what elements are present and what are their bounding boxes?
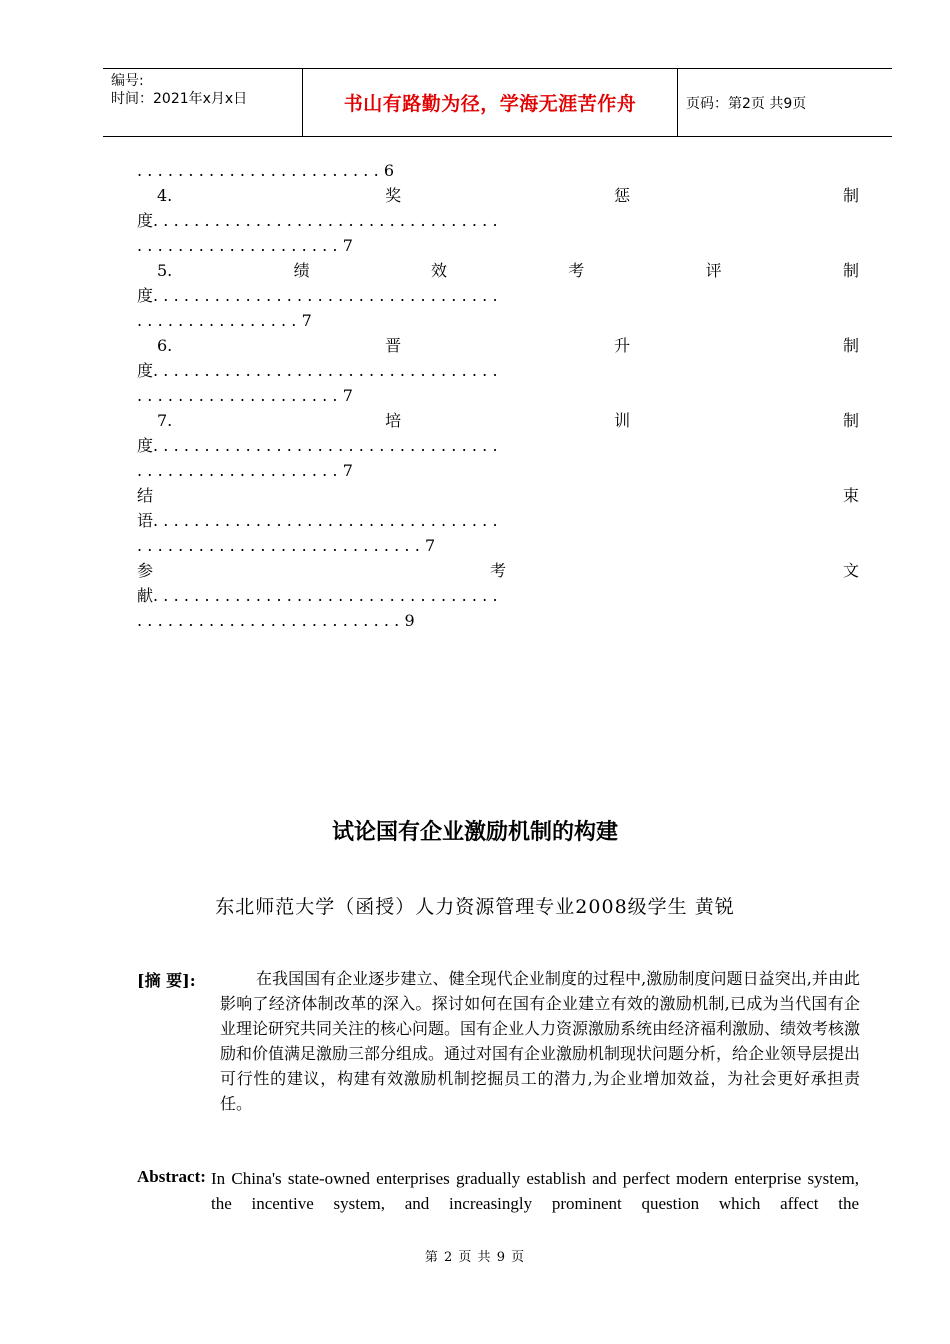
toc-page-number: 7 [342,386,353,405]
abstract-label: [摘 要]: [137,971,196,990]
toc-entry-label: 7. 培 训 制 [157,411,859,430]
toc-entry-cont: 度.................................. [137,436,503,455]
header-meta [103,69,303,136]
toc-entry-label: 6. 晋 升 制 [157,336,859,355]
article-title: 试论国有企业激励机制的构建 [331,820,618,845]
toc-dots-line: ........................6 [137,161,395,180]
article-author: 东北师范大学（函授）人力资源管理专业2008级学生 黄锐 [215,896,735,918]
toc-entry-label: 结 束 [137,486,859,505]
toc-entry-label: 4. 奖 惩 制 [157,186,859,205]
abstract-text: 在我国国有企业逐步建立、健全现代企业制度的过程中,激励制度问题日益突出,并由此影响了经济体制改革的深入。探讨如何在国有企业建立有效的激励机制,已成为当代国有企业理论研究共同关注的核心问题。国有企业人力资源激励系统由经济福利激励、绩效考核激励和价值满足激励三部分组成。通过对国有企业激励机制现状问题分析，给企业领导层提出可行性的建议，构建有效激励机制挖掘员工的潜力,为企业增加效益，为社会更好承担责任。 [220,969,861,1113]
abstract-en-label: Abstract: [137,1167,206,1186]
toc-dots-line: ............................7 [137,536,436,555]
toc-page-number: 6 [383,161,395,180]
page-footer: 第 2 页 共 9 页 [424,1250,526,1265]
document-number-label: 编号: [111,73,144,89]
header-motto-cell [303,69,678,136]
toc-page-number: 7 [342,461,353,480]
toc-dots-line: ................7 [137,311,312,330]
toc-dots-line: ....................7 [137,236,353,255]
toc-dots-line: ..........................9 [137,611,415,630]
toc-entry-label: 参 考 文 [137,561,859,580]
toc-entry-cont: 献.................................. [137,586,503,605]
header-page-info: 页码：第2页 共9页 [686,95,807,112]
toc-page-number: 9 [404,611,415,630]
abstract-en-text: In China's state-owned enterprises gradually establish and perfect modern enterprise system, the incentive system, and increasingly prominent question which affect the [211,1169,859,1213]
toc-dots-line: ....................7 [137,386,353,405]
toc-entry-cont: 度.................................. [137,211,503,230]
document-date: 时间：2021年x月x日 [111,91,248,107]
toc-entry-cont: 度.................................. [137,286,503,305]
toc-entry-cont: 语.................................. [137,511,503,530]
toc-dots-line: ....................7 [137,461,353,480]
page-header [103,68,892,137]
header-motto: 书山有路勤为径，学海无涯苦作舟 [343,93,637,115]
toc-entry-cont: 度.................................. [137,361,503,380]
toc-entry-label: 5. 绩 效 考 评 制 [157,261,859,280]
toc-page-number: 7 [425,536,436,555]
toc-page-number: 7 [342,236,353,255]
toc-page-number: 7 [301,311,312,330]
